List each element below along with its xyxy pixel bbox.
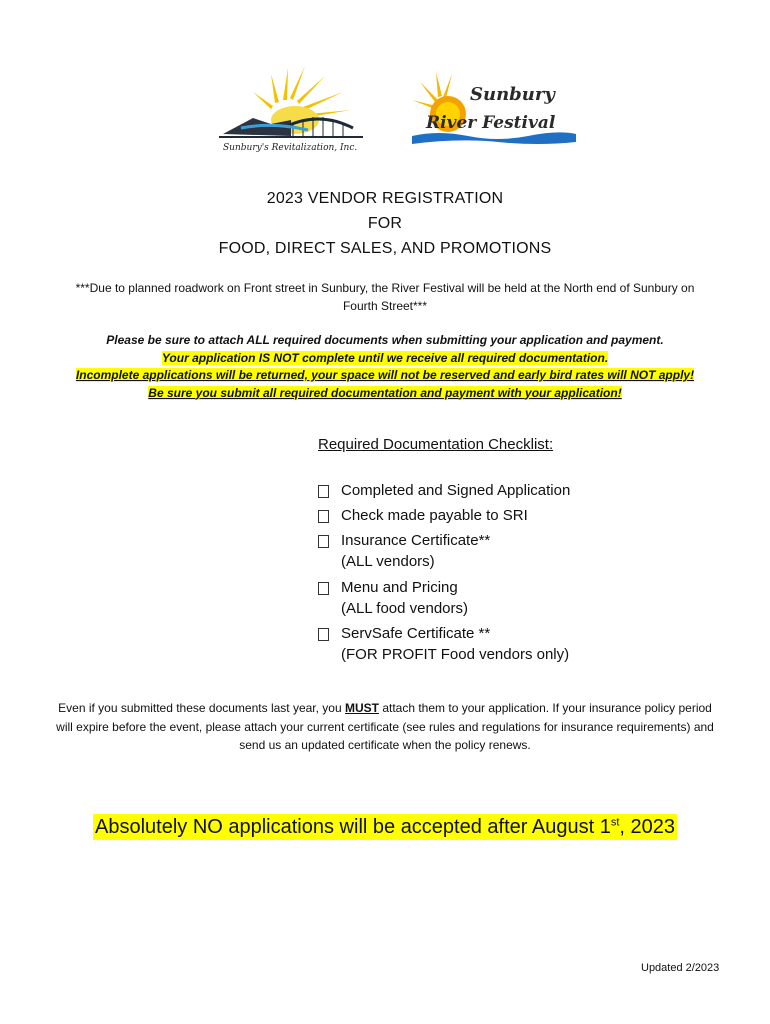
info-text-post: attach them to your application. If your insurance policy period will expire before the event, please attach your current certificate (see rules and regulations for insurance requirements) and send us an updated certificate when the policy renews. [56, 701, 714, 752]
checklist-item [318, 531, 490, 572]
sri-logo [213, 62, 373, 157]
sun-waves-icon [408, 70, 578, 150]
checklist-item-label: Insurance Certificate** [341, 532, 491, 549]
checklist-item-label: ServSafe Certificate ** [341, 625, 491, 642]
checkbox-icon[interactable] [318, 485, 329, 498]
info-must: MUST [344, 701, 379, 715]
checklist-title: Required Documentation Checklist: [318, 436, 554, 453]
checkbox-icon[interactable] [318, 535, 329, 548]
checkbox-icon[interactable] [318, 510, 329, 523]
checklist-item-sublabel: (FOR PROFIT Food vendors only) [341, 645, 570, 663]
requirements-line-1: Please be sure to attach ALL required documents when submitting your application and payment. [106, 333, 664, 347]
deadline-notice [0, 816, 770, 839]
checklist-item-sublabel: (ALL food vendors) [341, 599, 469, 617]
deadline-text: Absolutely NO applications will be accepted after August 1 [94, 816, 611, 838]
checklist-item-label: Completed and Signed Application [341, 482, 571, 499]
checklist-item [318, 624, 569, 665]
requirements-line-4: Be sure you submit all required documentation and payment with your application! [148, 385, 622, 400]
title-line-1: 2023 VENDOR REGISTRATION [266, 190, 504, 207]
checklist-item-label: Menu and Pricing [341, 579, 458, 596]
river-festival-logo-line1: Sunbury [470, 84, 555, 105]
checkbox-icon[interactable] [318, 628, 329, 641]
checklist-item-sublabel: (ALL vendors) [341, 552, 435, 570]
sri-logo-caption: Sunbury's Revitalization, Inc. [223, 143, 358, 153]
checklist-item [318, 481, 570, 502]
requirements-line-2: Your application IS NOT complete until we receive all required documentation. [161, 350, 609, 365]
info-paragraph [50, 699, 720, 755]
checkbox-icon[interactable] [318, 582, 329, 595]
info-text-pre: Even if you submitted these documents last year, you [58, 701, 345, 715]
roadwork-note-line-1: ***Due to planned roadwork on Front street in Sunbury, the River Festival will be held at the North end of Sunbury on [75, 281, 695, 295]
title-line-3: FOOD, DIRECT SALES, AND PROMOTIONS [218, 240, 552, 257]
sun-bridge-icon [213, 62, 373, 157]
river-festival-logo-line2: River Festival [426, 113, 556, 133]
roadwork-note-line-2: Fourth Street*** [342, 299, 428, 313]
checklist-item [318, 506, 528, 527]
checklist-item-label: Check made payable to SRI [341, 507, 528, 524]
checklist-item [318, 578, 468, 619]
deadline-year: , 2023 [619, 816, 676, 838]
requirements-line-3: Incomplete applications will be returned, your space will not be reserved and early bird rates will NOT apply! [75, 368, 695, 382]
deadline-sup: st [610, 816, 620, 829]
river-festival-logo [408, 70, 578, 150]
updated-date: Updated 2/2023 [641, 962, 720, 974]
title-line-2: FOR [367, 215, 403, 232]
